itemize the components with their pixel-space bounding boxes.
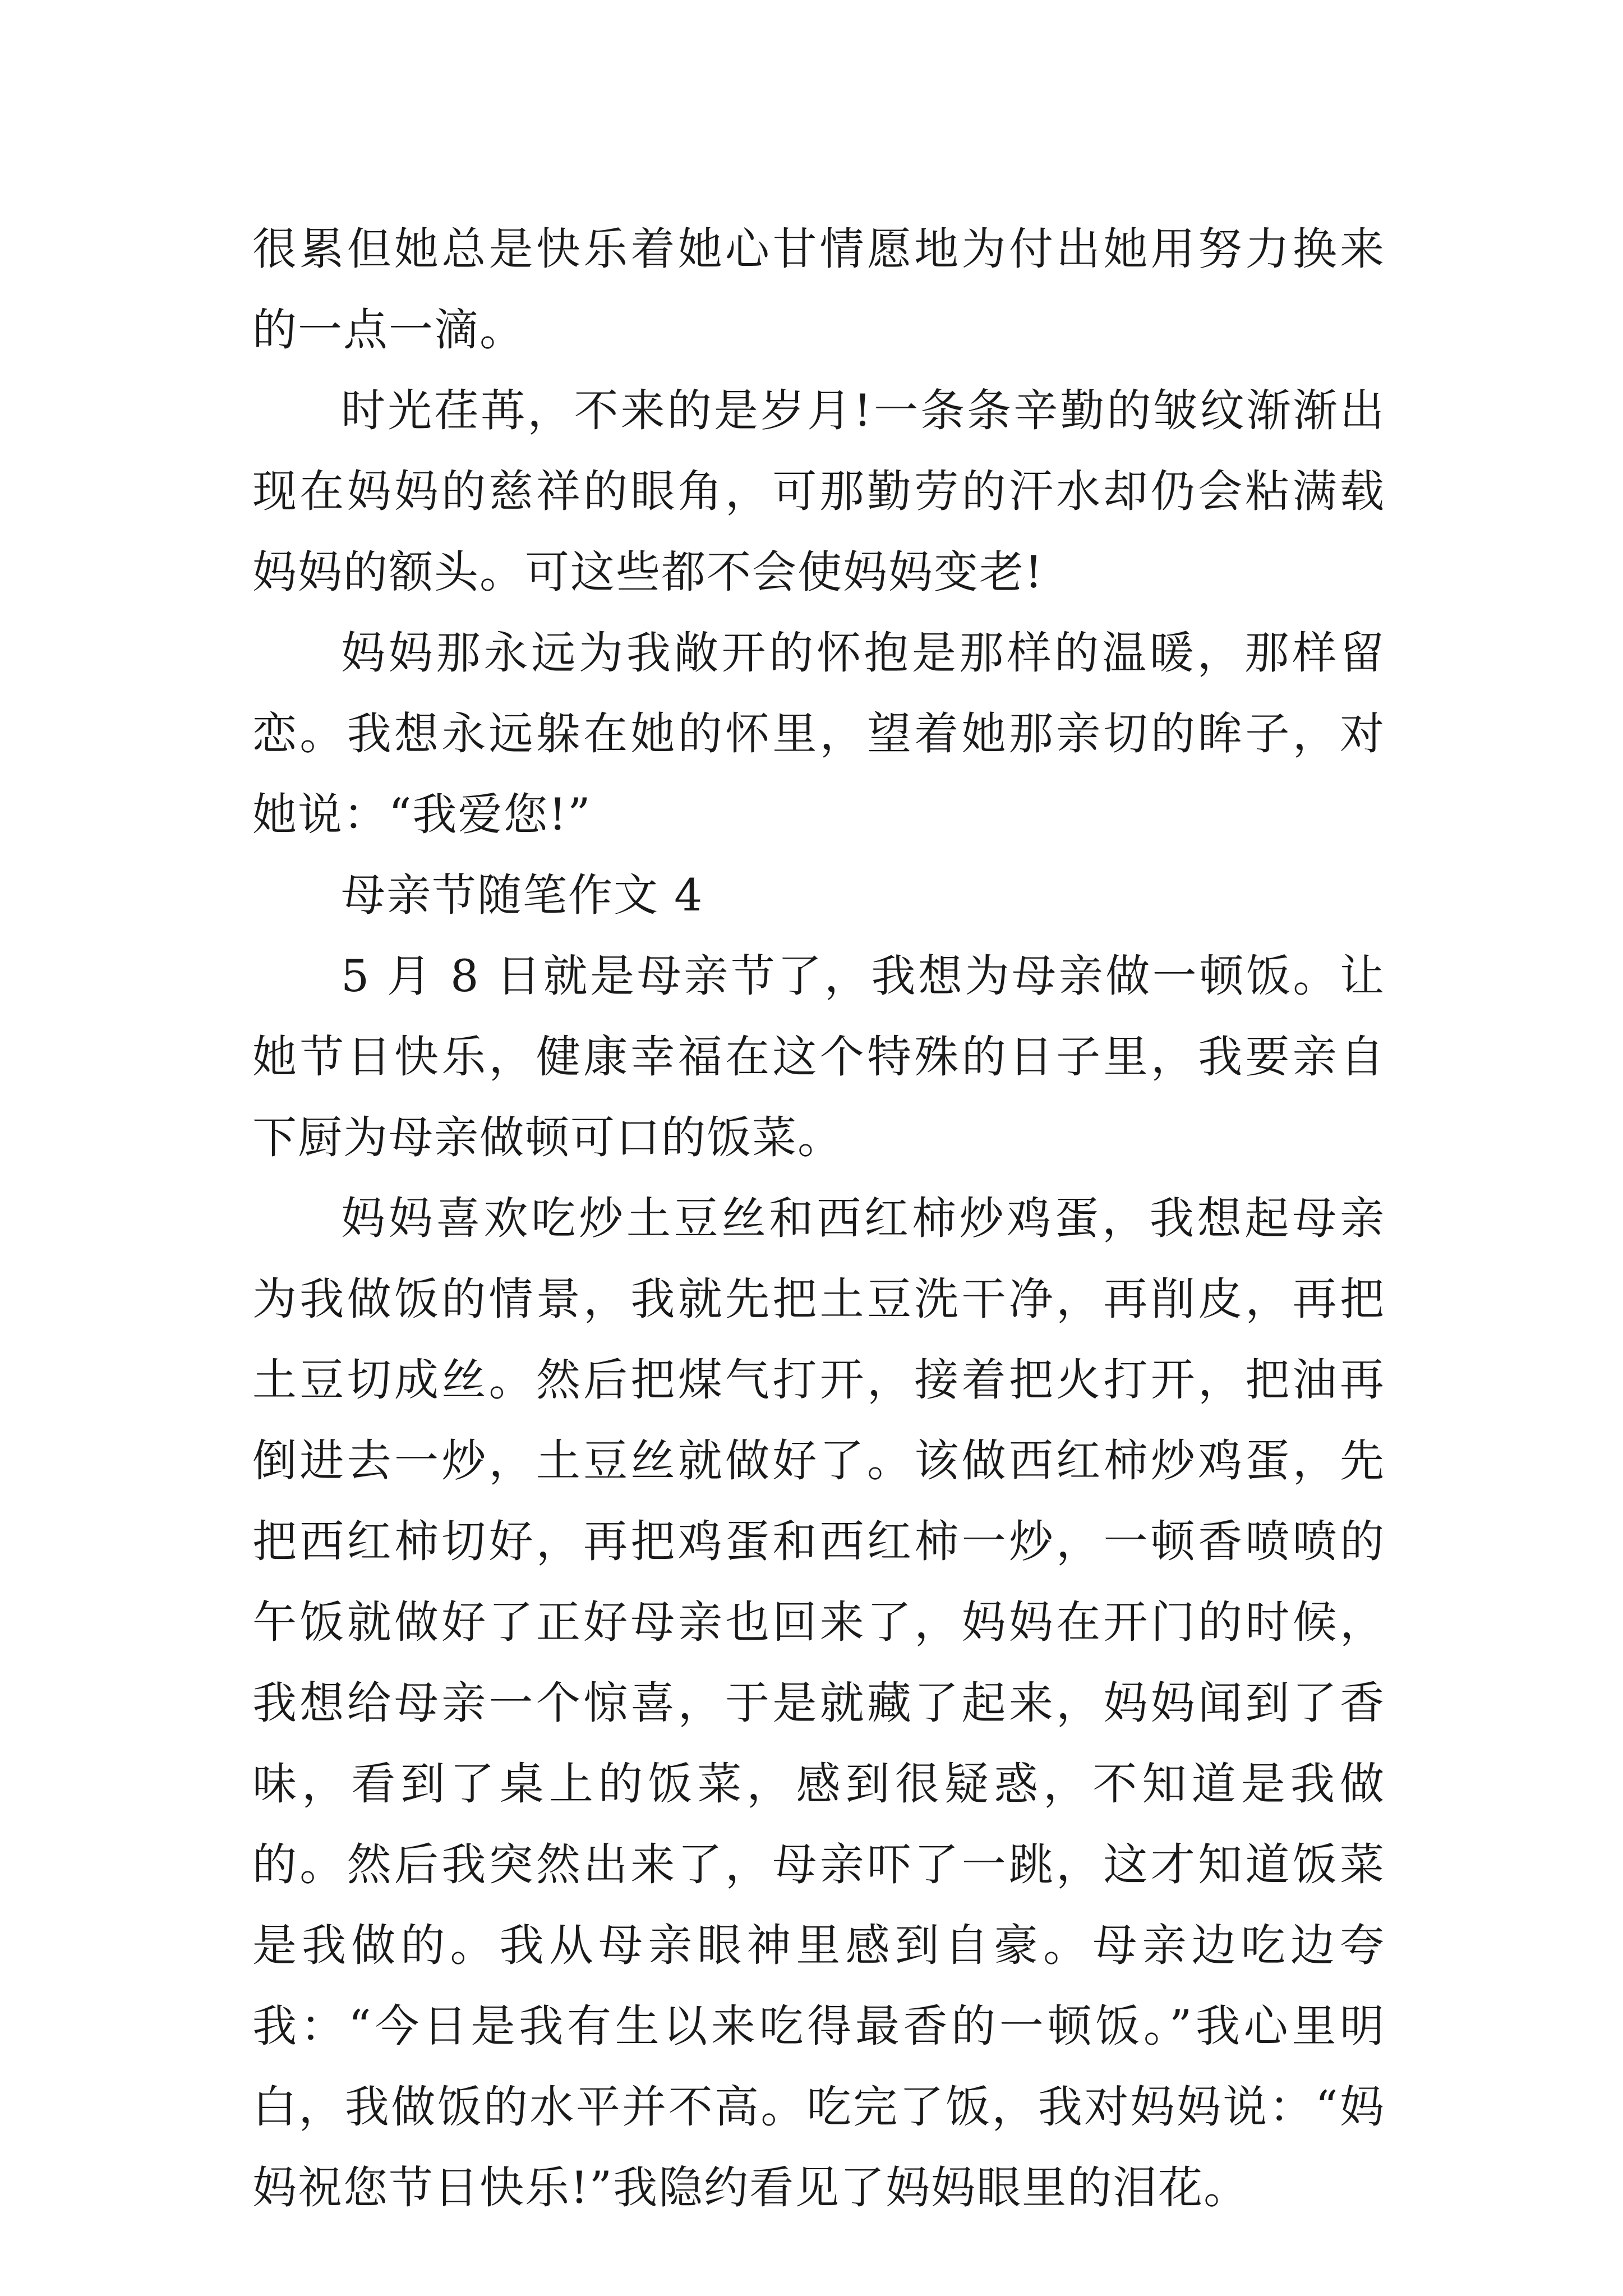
paragraph-3: 妈妈那永远为我敞开的怀抱是那样的温暖，那样留恋。我想永远躲在她的怀里，望着她那亲切的眸子，对她说：“我爱您!”: [252, 627, 1385, 840]
paragraph-1: 很累但她总是快乐着她心甘情愿地为付出她用努力换来的一点一滴。: [252, 223, 1385, 356]
paragraph-5: 妈妈喜欢吃炒土豆丝和西红柿炒鸡蛋，我想起母亲为我做饭的情景，我就先把土豆洗干净，再削皮，再把土豆切成丝。然后把煤气打开，接着把火打开，把油再倒进去一炒，土豆丝就做好了。该做西红柿炒鸡蛋，先把西红柿切好，再把鸡蛋和西红柿一炒，一顿香喷喷的午饭就做好了正好母亲也回来了，妈妈在开门的时候，我想给母亲一个惊喜，于是就藏了起来，妈妈闻到了香味，看到了桌上的饭菜，感到很疑惑，不知道是我做的。然后我突然出来了，母亲吓了一跳，这才知道饭菜是我做的。我从母亲眼神里感到自豪。母亲边吃边夸我：“今日是我有生以来吃得最香的一顿饭。”我心里明白，我做饭的水平并不高。吃完了饭，我对妈妈说：“妈妈祝您节日快乐!”我隐约看见了妈妈眼里的泪花。: [252, 1193, 1385, 2214]
paragraph-2: 时光荏苒，不来的是岁月!一条条辛勤的皱纹渐渐出现在妈妈的慈祥的眼角，可那勤劳的汗水却仍会粘满载妈妈的额头。可这些都不会使妈妈变老!: [252, 385, 1385, 598]
section-heading: 母亲节随笔作文 4: [341, 869, 704, 921]
paragraph-4: 5 月 8 日就是母亲节了，我想为母亲做一顿饭。让她节日快乐，健康幸福在这个特殊的日子里，我要亲自下厨为母亲做顿可口的饭菜。: [252, 950, 1385, 1163]
document-body: [252, 209, 1385, 2228]
